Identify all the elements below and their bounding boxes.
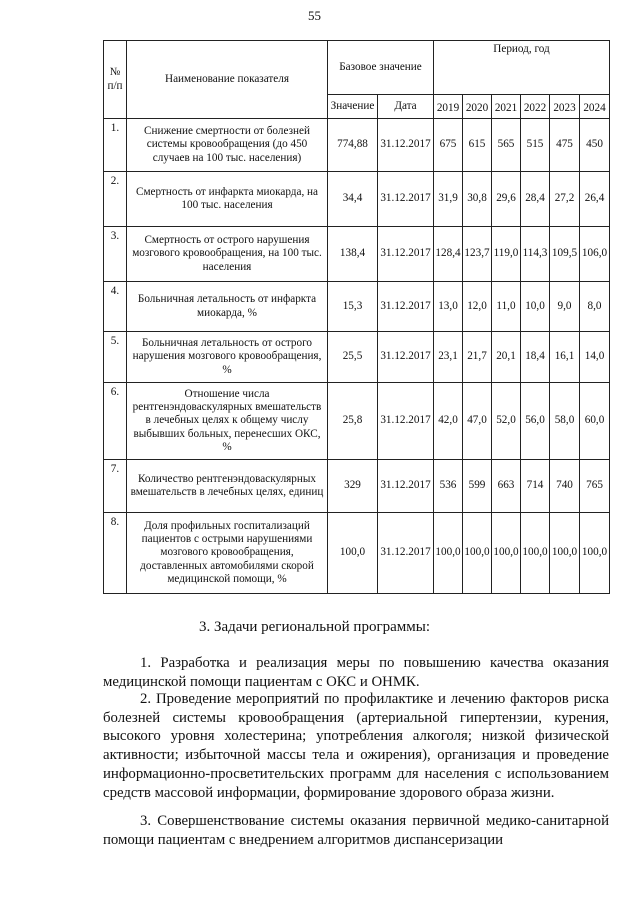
year-value: 100,0 (434, 513, 463, 594)
year-value: 52,0 (492, 383, 521, 460)
year-value: 100,0 (550, 513, 580, 594)
year-value: 47,0 (463, 383, 492, 460)
row-number: 7. (104, 460, 127, 513)
header-year: 2022 (521, 95, 550, 119)
year-value: 100,0 (463, 513, 492, 594)
row-number: 2. (104, 172, 127, 227)
year-value: 27,2 (550, 172, 580, 227)
year-value: 100,0 (580, 513, 610, 594)
year-value: 18,4 (521, 332, 550, 383)
year-value: 740 (550, 460, 580, 513)
row-number: 1. (104, 119, 127, 172)
table-row (104, 383, 610, 460)
year-value: 31,9 (434, 172, 463, 227)
year-value: 114,3 (521, 227, 550, 282)
base-value: 15,3 (328, 282, 378, 332)
base-value: 138,4 (328, 227, 378, 282)
row-number: 4. (104, 282, 127, 332)
year-value: 615 (463, 119, 492, 172)
indicator-name: Отношение числа рентгенэндоваскулярных вмешательств в лечебных целях к общему числу выбывших больных, перенесших ОКС, % (127, 383, 328, 460)
header-number: № п/п (104, 41, 127, 119)
base-value: 25,8 (328, 383, 378, 460)
base-date: 31.12.2017 (378, 332, 434, 383)
year-value: 765 (580, 460, 610, 513)
table-row (104, 227, 610, 282)
base-value: 774,88 (328, 119, 378, 172)
base-date: 31.12.2017 (378, 282, 434, 332)
header-period: Период, год (434, 41, 610, 95)
indicators-table (103, 40, 610, 594)
indicator-name: Больничная летальность от инфаркта миокарда, % (127, 282, 328, 332)
year-value: 28,4 (521, 172, 550, 227)
year-value: 20,1 (492, 332, 521, 383)
header-name: Наименование показателя (127, 41, 328, 119)
base-date: 31.12.2017 (378, 227, 434, 282)
year-value: 475 (550, 119, 580, 172)
year-value: 29,6 (492, 172, 521, 227)
year-value: 42,0 (434, 383, 463, 460)
year-value: 30,8 (463, 172, 492, 227)
year-value: 515 (521, 119, 550, 172)
year-value: 536 (434, 460, 463, 513)
header-year: 2024 (580, 95, 610, 119)
year-value: 565 (492, 119, 521, 172)
header-year: 2019 (434, 95, 463, 119)
year-value: 714 (521, 460, 550, 513)
table-row (104, 332, 610, 383)
year-value: 599 (463, 460, 492, 513)
table-row (104, 460, 610, 513)
year-value: 16,1 (550, 332, 580, 383)
year-value: 100,0 (492, 513, 521, 594)
indicator-name: Снижение смертности от болезней системы кровообращения (до 450 случаев на 100 тыс. населения) (127, 119, 328, 172)
year-value: 26,4 (580, 172, 610, 227)
year-value: 58,0 (550, 383, 580, 460)
year-value: 23,1 (434, 332, 463, 383)
year-value: 60,0 (580, 383, 610, 460)
year-value: 14,0 (580, 332, 610, 383)
year-value: 123,7 (463, 227, 492, 282)
base-date: 31.12.2017 (378, 172, 434, 227)
task-paragraph-3: 3. Совершенствование системы оказания первичной медико-санитарной помощи пациентам с внедрением алгоритмов диспансеризации (103, 813, 609, 848)
indicator-name: Смертность от инфаркта миокарда, на 100 тыс. населения (127, 172, 328, 227)
year-value: 12,0 (463, 282, 492, 332)
table-row (104, 282, 610, 332)
row-number: 8. (104, 513, 127, 594)
row-number: 6. (104, 383, 127, 460)
page-number: 55 (308, 8, 321, 23)
year-value: 21,7 (463, 332, 492, 383)
base-value: 34,4 (328, 172, 378, 227)
task-paragraph-2: 2. Проведение мероприятий по профилактике и лечению факторов риска болезней системы кровообращения (артериальной гипертензии, курения, высокого уровня холестерина; употребления алкоголя; низкой физической активности; избыточной массы тела и ожирения), организация и проведение информационно-просветительских программ для населения с использованием средств массовой информации, формирование здорового образа жизни. (103, 691, 609, 801)
year-value: 119,0 (492, 227, 521, 282)
section-title: 3. Задачи региональной программы: (198, 619, 431, 635)
year-value: 106,0 (580, 227, 610, 282)
year-value: 109,5 (550, 227, 580, 282)
base-date: 31.12.2017 (378, 460, 434, 513)
header-base: Базовое значение (328, 41, 434, 95)
base-value: 25,5 (328, 332, 378, 383)
year-value: 8,0 (580, 282, 610, 332)
base-value: 329 (328, 460, 378, 513)
year-value: 9,0 (550, 282, 580, 332)
header-value: Значение (328, 95, 378, 119)
year-value: 13,0 (434, 282, 463, 332)
header-date: Дата (378, 95, 434, 119)
table-row (104, 172, 610, 227)
header-year: 2020 (463, 95, 492, 119)
header-year: 2023 (550, 95, 580, 119)
year-value: 11,0 (492, 282, 521, 332)
task-paragraph-1: 1. Разработка и реализация меры по повышению качества оказания медицинской помощи пациентам с ОКС и ОНМК. (103, 655, 609, 690)
header-year: 2021 (492, 95, 521, 119)
table-row (104, 513, 610, 594)
indicator-name: Доля профильных госпитализаций пациентов с острыми нарушениями мозгового кровообращения, доставленных автомобилями скорой медицинской помощи, % (127, 513, 328, 594)
year-value: 56,0 (521, 383, 550, 460)
year-value: 100,0 (521, 513, 550, 594)
base-date: 31.12.2017 (378, 383, 434, 460)
row-number: 3. (104, 227, 127, 282)
indicator-name: Количество рентгенэндоваскулярных вмешательств в лечебных целях, единиц (127, 460, 328, 513)
table-row (104, 119, 610, 172)
base-value: 100,0 (328, 513, 378, 594)
base-date: 31.12.2017 (378, 513, 434, 594)
year-value: 675 (434, 119, 463, 172)
row-number: 5. (104, 332, 127, 383)
indicator-name: Больничная летальность от острого нарушения мозгового кровообращения, % (127, 332, 328, 383)
year-value: 663 (492, 460, 521, 513)
base-date: 31.12.2017 (378, 119, 434, 172)
year-value: 128,4 (434, 227, 463, 282)
indicator-name: Смертность от острого нарушения мозгового кровообращения, на 100 тыс. населения (127, 227, 328, 282)
year-value: 450 (580, 119, 610, 172)
year-value: 10,0 (521, 282, 550, 332)
